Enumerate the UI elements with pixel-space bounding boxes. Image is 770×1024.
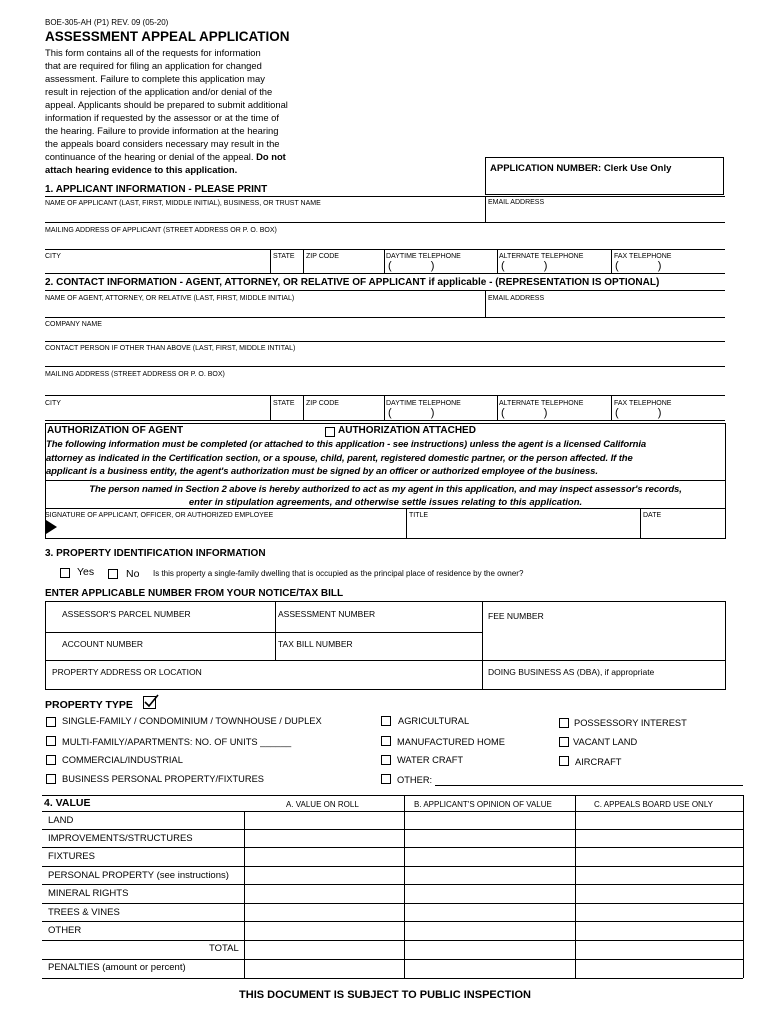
date-field[interactable]: DATE <box>643 512 662 519</box>
notice-heading: ENTER APPLICABLE NUMBER FROM YOUR NOTICE/TAX BILL <box>45 588 344 599</box>
applicant-opinion-header: B. APPLICANT'S OPINION OF VALUE <box>414 800 552 809</box>
property-address-field[interactable]: PROPERTY ADDRESS OR LOCATION <box>52 667 202 677</box>
applicant-zip-field[interactable]: ZIP CODE <box>306 253 339 260</box>
intro-line: appeal. Applicants should be prepared to submit additional <box>45 99 288 110</box>
value-row-mineral-rights: MINERAL RIGHTS <box>48 888 129 899</box>
agent-city-field[interactable]: CITY <box>45 400 61 407</box>
vacant-land-label: VACANT LAND <box>573 737 638 747</box>
tax-bill-number-field[interactable]: TAX BILL NUMBER <box>278 639 353 649</box>
yes-label: Yes <box>77 566 95 578</box>
value-row-trees-vines: TREES & VINES <box>48 907 120 918</box>
section2-heading: 2. CONTACT INFORMATION - AGENT, ATTORNEY, OR RELATIVE OF APPLICANT if applicable - (REPRESENTATION IS OPTIONAL) <box>45 277 660 288</box>
application-number-label: APPLICATION NUMBER: Clerk Use Only <box>490 163 672 174</box>
owner-occupied-no-checkbox[interactable] <box>108 569 118 579</box>
paren: ( ) <box>501 260 566 272</box>
agent-company-field[interactable]: COMPANY NAME <box>45 321 102 328</box>
applicant-fax-field[interactable]: FAX TELEPHONE <box>614 253 672 260</box>
value-row-personal-property: PERSONAL PROPERTY (see instructions) <box>48 870 229 881</box>
public-inspection-notice: THIS DOCUMENT IS SUBJECT TO PUBLIC INSPECTION <box>239 989 531 1001</box>
manufactured-home-checkbox[interactable] <box>381 736 391 746</box>
fee-number-field[interactable]: FEE NUMBER <box>488 611 544 621</box>
business-personal-label: BUSINESS PERSONAL PROPERTY/FIXTURES <box>62 774 264 784</box>
owner-occupied-question: Is this property a single-family dwelling that is occupied as the principal place of residence by the owner? <box>153 569 524 578</box>
intro-line: result in rejection of the application and/or denial of the <box>45 86 273 97</box>
value-row-fixtures: FIXTURES <box>48 851 95 862</box>
paren: ( ) <box>501 407 566 419</box>
other-line-field[interactable] <box>435 785 743 786</box>
authorization-heading: AUTHORIZATION OF AGENT <box>47 425 184 436</box>
dba-field[interactable]: DOING BUSINESS AS (DBA), if appropriate <box>488 667 655 677</box>
applicant-name-field[interactable]: NAME OF APPLICANT (LAST, FIRST, MIDDLE INITIAL), BUSINESS, OR TRUST NAME <box>45 200 321 207</box>
paren: ( ) <box>615 260 680 272</box>
agent-mailing-field[interactable]: MAILING ADDRESS (STREET ADDRESS OR P. O. BOX) <box>45 371 225 378</box>
manufactured-home-label: MANUFACTURED HOME <box>397 737 505 747</box>
agent-state-field[interactable]: STATE <box>273 400 295 407</box>
single-family-label: SINGLE-FAMILY / CONDOMINIUM / TOWNHOUSE / DUPLEX <box>62 716 322 726</box>
agricultural-label: AGRICULTURAL <box>398 716 470 726</box>
paren: ( ) <box>388 407 453 419</box>
vacant-land-checkbox[interactable] <box>559 737 569 747</box>
signature-field[interactable]: SIGNATURE OF APPLICANT, OFFICER, OR AUTHORIZED EMPLOYEE <box>45 512 274 519</box>
authorization-attached-checkbox[interactable] <box>325 427 335 437</box>
form-title: ASSESSMENT APPEAL APPLICATION <box>45 29 290 44</box>
applicant-day-phone-field[interactable]: DAYTIME TELEPHONE <box>386 253 461 260</box>
intro-paragraph <box>45 46 317 176</box>
agent-name-field[interactable]: NAME OF AGENT, ATTORNEY, OR RELATIVE (LAST, FIRST, MIDDLE INITIAL) <box>45 295 295 302</box>
section3-heading: 3. PROPERTY IDENTIFICATION INFORMATION <box>45 548 266 559</box>
value-row-penalties: PENALTIES (amount or percent) <box>48 962 186 973</box>
agent-zip-field[interactable]: ZIP CODE <box>306 400 339 407</box>
intro-bold: Do not <box>256 151 286 162</box>
intro-line: continuance of the hearing or denial of the appeal. Do not <box>45 151 286 162</box>
commercial-checkbox[interactable] <box>46 755 56 765</box>
possessory-interest-checkbox[interactable] <box>559 718 569 728</box>
value-row-other: OTHER <box>48 925 82 936</box>
application-number-box[interactable] <box>485 157 724 195</box>
agent-fax-field[interactable]: FAX TELEPHONE <box>614 400 672 407</box>
multi-family-checkbox[interactable] <box>46 736 56 746</box>
agent-day-phone-field[interactable]: DAYTIME TELEPHONE <box>386 400 461 407</box>
intro-line: This form contains all of the requests for information <box>45 47 261 58</box>
intro-line: the appeals board considers necessary may result in the <box>45 138 280 149</box>
applicant-alt-phone-field[interactable]: ALTERNATE TELEPHONE <box>499 253 584 260</box>
single-family-checkbox[interactable] <box>46 717 56 727</box>
possessory-interest-label: POSSESSORY INTEREST <box>574 718 687 728</box>
no-label: No <box>126 568 140 580</box>
business-personal-checkbox[interactable] <box>46 774 56 784</box>
value-row-total: TOTAL <box>209 943 239 954</box>
other-label: OTHER: <box>397 775 433 785</box>
appeals-board-header: C. APPEALS BOARD USE ONLY <box>594 800 714 809</box>
intro-line: assessment. Failure to complete this application may <box>45 73 265 84</box>
aircraft-checkbox[interactable] <box>559 756 569 766</box>
agent-contact-field[interactable]: CONTACT PERSON IF OTHER THAN ABOVE (LAST, FIRST, MIDDLE INTITAL) <box>45 345 296 352</box>
parcel-number-field[interactable]: ASSESSOR'S PARCEL NUMBER <box>62 609 191 619</box>
applicant-state-field[interactable]: STATE <box>273 253 295 260</box>
intro-line: information if requested by the assessor or at the time of <box>45 112 279 123</box>
applicant-email-field[interactable]: EMAIL ADDRESS <box>488 199 545 206</box>
paren: ( ) <box>388 260 453 272</box>
property-type-checkmark-icon <box>143 696 156 709</box>
other-checkbox[interactable] <box>381 774 391 784</box>
section4-heading: 4. VALUE <box>44 797 91 809</box>
owner-occupied-yes-checkbox[interactable] <box>60 568 70 578</box>
authorization-statement: The person named in Section 2 above is hereby authorized to act as my agent in this application, and may inspect assessor's records, enter in stipulation agreements, and otherwise settle issues relating to this application. <box>89 484 682 508</box>
agent-email-field[interactable]: EMAIL ADDRESS <box>488 295 545 302</box>
applicant-city-field[interactable]: CITY <box>45 253 61 260</box>
water-craft-label: WATER CRAFT <box>397 755 464 765</box>
title-field[interactable]: TITLE <box>409 512 429 519</box>
agricultural-checkbox[interactable] <box>381 716 391 726</box>
aircraft-label: AIRCRAFT <box>575 757 622 767</box>
assessment-number-field[interactable]: ASSESSMENT NUMBER <box>278 609 376 619</box>
paren: ( ) <box>615 407 680 419</box>
account-number-field[interactable]: ACCOUNT NUMBER <box>62 639 144 649</box>
value-on-roll-header: A. VALUE ON ROLL <box>286 800 359 809</box>
intro-line: attach hearing evidence to this application. <box>45 164 238 175</box>
property-type-heading: PROPERTY TYPE <box>45 699 133 711</box>
multi-family-label: MULTI-FAMILY/APARTMENTS: NO. OF UNITS ______ <box>62 737 292 747</box>
authorization-text: The following information must be completed (or attached to this application - see instructions) unless the agent is a licensed California attorney as indicated in the Certification section, or a spouse, child, parent, registered domestic partner, or the person affected. If the applicant is a business entity, the agent's authorization must be signed by an officer or authorized employee of the business. <box>46 439 647 477</box>
intro-line: the hearing. Failure to provide information at the hearing <box>45 125 279 136</box>
authorization-attached-label: AUTHORIZATION ATTACHED <box>338 425 476 436</box>
applicant-mailing-field[interactable]: MAILING ADDRESS OF APPLICANT (STREET ADDRESS OR P. O. BOX) <box>45 227 277 234</box>
value-row-land: LAND <box>48 815 74 826</box>
commercial-label: COMMERCIAL/INDUSTRIAL <box>62 755 183 765</box>
value-row-improvements: IMPROVEMENTS/STRUCTURES <box>48 833 193 844</box>
intro-line: that are required for filing an application for changed <box>45 60 262 71</box>
section1-heading: 1. APPLICANT INFORMATION - PLEASE PRINT <box>45 184 268 195</box>
agent-alt-phone-field[interactable]: ALTERNATE TELEPHONE <box>499 400 584 407</box>
water-craft-checkbox[interactable] <box>381 755 391 765</box>
form-code: BOE-305-AH (P1) REV. 09 (05-20) <box>45 18 169 27</box>
sign-here-arrow-icon <box>46 520 57 534</box>
